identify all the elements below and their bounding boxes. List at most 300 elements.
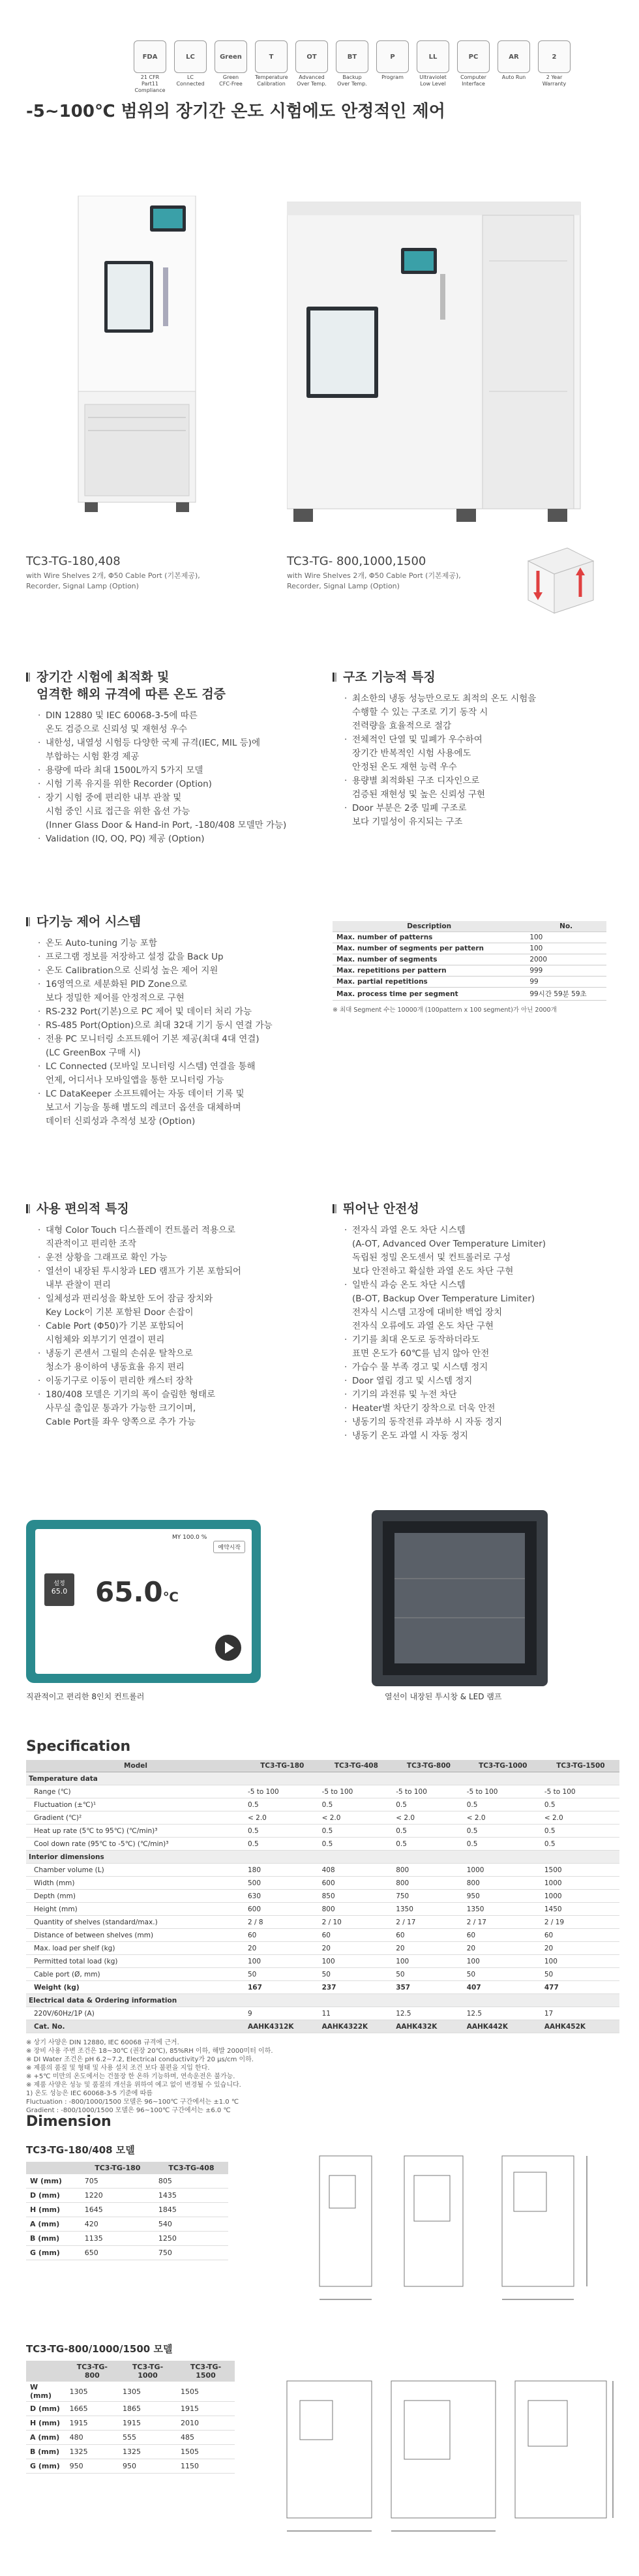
- table-cell: 17: [542, 2007, 619, 2020]
- table-cell: 0.5: [542, 1838, 619, 1851]
- list-item: · 가습수 물 부족 경고 및 시스템 정지: [344, 1361, 619, 1374]
- list-item: · 열선이 내장된 투시창과 LED 램프가 기본 포함되어 내부 관찰이 편리: [38, 1265, 320, 1292]
- dim1-title: TC3-TG-180/408 모델: [26, 2144, 135, 2156]
- table-cell: 1915: [66, 2416, 119, 2431]
- table-cell: < 2.0: [542, 1811, 619, 1825]
- table-cell: < 2.0: [245, 1811, 320, 1825]
- badge-icon: AR: [498, 40, 530, 73]
- table-cell: Max. number of patterns: [333, 932, 526, 943]
- table-cell: W (mm): [26, 2382, 66, 2402]
- list-item: · 용량별 최적화된 구조 디자인으로 검증된 재현성 및 높은 신뢰성 구현: [344, 774, 613, 802]
- table-cell: 20: [320, 1942, 394, 1955]
- table-cell: 2010: [177, 2416, 235, 2431]
- table-cell: 0.5: [393, 1798, 464, 1811]
- badge-icon: LC: [174, 40, 207, 73]
- sec1-list: [26, 709, 306, 846]
- table-cell: 1150: [177, 2459, 235, 2474]
- table-cell: 1645: [81, 2203, 155, 2217]
- list-item: · Validation (IQ, OQ, PQ) 제공 (Option): [38, 832, 306, 846]
- table-cell: 1350: [464, 1903, 542, 1916]
- table-cell: 1250: [155, 2232, 228, 2246]
- table-cell: 1665: [66, 2402, 119, 2416]
- badge-label: 21 CFR Part11 Compliance: [134, 74, 166, 93]
- list-item: · 대형 Color Touch 디스플레이 컨트롤러 적용으로 직관적이고 편리한 조작: [38, 1224, 320, 1251]
- list-item: · 용량에 따라 최대 1500L까지 5가지 모델: [38, 764, 306, 778]
- sec4-title: 사용 편의적 특징: [26, 1200, 320, 1217]
- section-structure: [333, 669, 613, 829]
- table-cell: 1135: [81, 2232, 155, 2246]
- dim1-table: [26, 2162, 228, 2260]
- row-label: Permitted total load (kg): [26, 1955, 245, 1968]
- table-cell: 850: [320, 1890, 394, 1903]
- sec2-title: 구조 기능적 특징: [333, 669, 613, 686]
- table-cell: 0.5: [542, 1825, 619, 1838]
- table-cell: 100: [526, 932, 606, 943]
- table-cell: 1505: [177, 2382, 235, 2402]
- table-cell: 477: [542, 1981, 619, 1994]
- table-cell: 950: [464, 1890, 542, 1903]
- list-item: · 내한성, 내열성 시험등 다양한 국제 규격(IEC, MIL 등)에 부합하는 시험 환경 제공: [38, 736, 306, 764]
- list-item: · 전자식 과열 온도 차단 시스템 (A-OT, Advanced Over Temperature Limiter) 독립된 정밀 온도센서 및 컨트롤러로 구성 보다 안전하고 확실한 과열 온도 차단 구현: [344, 1224, 619, 1279]
- table-cell: H (mm): [26, 2416, 66, 2431]
- list-item: · 운전 상황을 그래프로 확인 가능: [38, 1251, 320, 1265]
- table-cell: 950: [119, 2459, 177, 2474]
- table-cell: 1915: [177, 2402, 235, 2416]
- badge-label: 2 Year Warranty: [542, 74, 567, 87]
- table-row: [26, 1929, 619, 1942]
- list-item: · Door 부분은 2중 밀폐 구조로 보다 기밀성이 유지되는 구조: [344, 802, 613, 829]
- table-cell: 950: [66, 2459, 119, 2474]
- table-cell: Max. number of segments per pattern: [333, 943, 526, 954]
- table-cell: AAHK432K: [393, 2020, 464, 2033]
- section-long-term: [26, 669, 306, 846]
- pv-value: 65.0℃: [95, 1576, 179, 1608]
- table-row: [26, 1981, 619, 1994]
- list-item: · 일체성과 편리성을 확보한 도어 잠금 장치와 Key Lock이 기본 포함된 Door 손잡이: [38, 1292, 320, 1320]
- table-row: [26, 1916, 619, 1929]
- table-cell: 1450: [542, 1903, 619, 1916]
- table-cell: 50: [542, 1968, 619, 1981]
- table-cell: 407: [464, 1981, 542, 1994]
- group-header: Electrical data & Ordering information: [26, 1994, 619, 2007]
- row-label: Cat. No.: [26, 2020, 245, 2033]
- window-caption: 열선이 내장된 투시창 & LED 램프: [385, 1692, 502, 1701]
- table-cell: AAHK452K: [542, 2020, 619, 2033]
- badge-label: Green CFC-Free: [219, 74, 243, 87]
- spec-title: Specification: [26, 1738, 131, 1755]
- column-header: TC3-TG-180: [245, 1760, 320, 1772]
- sec4-list: [26, 1224, 320, 1429]
- table-cell: 2 / 10: [320, 1916, 394, 1929]
- table-cell: < 2.0: [320, 1811, 394, 1825]
- table-cell: D (mm): [26, 2189, 81, 2203]
- table-cell: Max. repetitions per pattern: [333, 965, 526, 977]
- badge: [295, 40, 328, 94]
- table-row: [26, 2459, 235, 2474]
- badge: [498, 40, 530, 94]
- table-cell: 1865: [119, 2402, 177, 2416]
- table-cell: 0.5: [245, 1825, 320, 1838]
- list-item: · LC Connected (모바일 모니터링 시스템) 연결을 통해 언제, 어디서나 모바일앱을 통한 모니터링 가능: [38, 1060, 320, 1087]
- play-button[interactable]: [215, 1635, 241, 1661]
- badge-icon: T: [255, 40, 288, 73]
- table-cell: 800: [393, 1864, 464, 1877]
- table-cell: -5 to 100: [542, 1785, 619, 1798]
- table-cell: 20: [393, 1942, 464, 1955]
- table-cell: 50: [464, 1968, 542, 1981]
- column-header: Model: [26, 1760, 245, 1772]
- table-cell: 100: [320, 1955, 394, 1968]
- program-note: ※ 최대 Segment 수는 10000개 (100pattern x 100 segment)가 아닌 2000개: [333, 1007, 557, 1014]
- table-cell: 0.5: [393, 1825, 464, 1838]
- table-row: [26, 1942, 619, 1955]
- list-item: · 온도 Auto-tuning 기능 포함: [38, 937, 320, 950]
- page-headline: -5~100℃ 범위의 장기간 온도 시험에도 안정적인 제어: [26, 102, 445, 121]
- table-row: [26, 1785, 619, 1798]
- table-cell: B (mm): [26, 2232, 81, 2246]
- airflow-diagram: [515, 541, 600, 620]
- table-row: [26, 2217, 228, 2232]
- table-cell: 2 / 8: [245, 1916, 320, 1929]
- badge: [376, 40, 409, 94]
- table-cell: 420: [81, 2217, 155, 2232]
- row-label: Depth (mm): [26, 1890, 245, 1903]
- table-cell: 12.5: [464, 2007, 542, 2020]
- table-row: [333, 977, 606, 988]
- badge-icon: 2: [538, 40, 571, 73]
- table-cell: 0.5: [464, 1798, 542, 1811]
- table-cell: 50: [245, 1968, 320, 1981]
- table-row: [26, 1851, 619, 1864]
- table-cell: 0.5: [320, 1798, 394, 1811]
- table-row: [26, 1825, 619, 1838]
- list-item: · 프로그램 정보를 저장하고 설정 값을 Back Up: [38, 950, 320, 964]
- table-cell: 167: [245, 1981, 320, 1994]
- table-cell: 750: [393, 1890, 464, 1903]
- table-cell: AAHK442K: [464, 2020, 542, 2033]
- dim2-title: TC3-TG-800/1000/1500 모델: [26, 2343, 173, 2355]
- spec-block: [26, 1738, 619, 2115]
- table-cell: 630: [245, 1890, 320, 1903]
- chamber-small-image: [59, 196, 215, 515]
- table-cell: 1000: [464, 1864, 542, 1877]
- table-cell: < 2.0: [464, 1811, 542, 1825]
- sv-box: [44, 1573, 74, 1606]
- table-cell: -5 to 100: [245, 1785, 320, 1798]
- table-row: [26, 2246, 228, 2260]
- column-header: No.: [526, 921, 606, 932]
- badge-icon: BT: [336, 40, 368, 73]
- badge: [215, 40, 247, 94]
- sec3-list: [26, 937, 320, 1129]
- table-row: [26, 1877, 619, 1890]
- table-row: [26, 1968, 619, 1981]
- table-cell: Max. number of segments: [333, 954, 526, 965]
- badge-icon: FDA: [134, 40, 166, 73]
- table-row: [26, 1811, 619, 1825]
- table-cell: 650: [81, 2246, 155, 2260]
- table-row: [26, 2020, 619, 2033]
- badge: [336, 40, 368, 94]
- badge-label: Backup Over Temp.: [337, 74, 367, 87]
- product2-name: TC3-TG- 800,1000,1500: [287, 554, 426, 568]
- column-header: TC3-TG-1500: [177, 2361, 235, 2382]
- table-cell: Max. process time per segment: [333, 988, 526, 1001]
- table-cell: 999: [526, 965, 606, 977]
- list-item: · Heater별 차단기 장착으로 더욱 안전: [344, 1402, 619, 1416]
- viewing-window-image: [368, 1507, 551, 1690]
- table-cell: 2000: [526, 954, 606, 965]
- spec-notes: ※ 상기 사양은 DIN 12880, IEC 60068 규격에 근거. ※ 장비 사용 주변 조건은 18~30℃ (권장 20℃), 85%RH 이하, 해발 2000미터 이하. ※ DI Water 조건은 pH 6.2~7.2, Electrical conductivity가 20 µs/cm 이하. ※ 제품의 품질 및 형태 및 사용 설치 조건 보다 불편을 지입 한다. ※ +5℃ 미만의 온도에서는 건물장 한 온하 기능하며, 연속운전은 불가능. ※ 제품 사양은 성능 및 품질의 개선을 위하여 예고 없이 변경될 수 있습니다. 1) 온도 성능은 IEC 60068-3-5 기준에 따름 Fluctuation : -800/1000/1500 모델은 96~100℃ 구간에서는 ±1.0 ℃ Gradient : -800/1000/1500 모델은 96~100℃ 구간에서는 ±6.0 ℃: [26, 2039, 273, 2114]
- table-cell: 600: [245, 1903, 320, 1916]
- table-cell: 1305: [119, 2382, 177, 2402]
- product2-desc: with Wire Shelves 2개, Φ50 Cable Port (기본제공), Recorder, Signal Lamp (Option): [287, 571, 461, 590]
- dim2-table: [26, 2361, 235, 2474]
- table-cell: 50: [320, 1968, 394, 1981]
- column-header: TC3-TG-1500: [542, 1760, 619, 1772]
- table-cell: 12.5: [393, 2007, 464, 2020]
- table-cell: H (mm): [26, 2203, 81, 2217]
- sec5-list: [333, 1224, 619, 1443]
- list-item: · LC DataKeeper 소프트웨어는 자동 데이터 기록 및 보고서 기능을 통해 별도의 레코더 옵션을 대체하며 데이터 신뢰성과 추적성 보장 (Option): [38, 1087, 320, 1129]
- table-cell: AAHK4322K: [320, 2020, 394, 2033]
- section-usability: [26, 1200, 320, 1429]
- table-cell: 800: [393, 1877, 464, 1890]
- table-cell: < 2.0: [393, 1811, 464, 1825]
- row-label: Height (mm): [26, 1903, 245, 1916]
- table-cell: 0.5: [320, 1838, 394, 1851]
- column-header: TC3-TG-800: [66, 2361, 119, 2382]
- program-table: [333, 921, 606, 1001]
- column-header: [26, 2361, 66, 2382]
- table-cell: 237: [320, 1981, 394, 1994]
- list-item: · 냉동기의 동작전류 과부하 시 자동 정지: [344, 1416, 619, 1429]
- badge: [457, 40, 490, 94]
- table-row: [26, 1798, 619, 1811]
- row-label: Fluctuation (±℃)¹: [26, 1798, 245, 1811]
- product1-caption: [26, 554, 248, 592]
- badge-label: Ultraviolet Low Level: [419, 74, 447, 87]
- table-cell: 480: [66, 2431, 119, 2445]
- sec3-title: 다기능 제어 시스템: [26, 913, 320, 930]
- dim1-block: [26, 2143, 228, 2260]
- badge: [417, 40, 449, 94]
- dimension-block: [26, 2114, 111, 2130]
- table-cell: 1845: [155, 2203, 228, 2217]
- sec2-list: [333, 692, 613, 829]
- table-cell: 1325: [119, 2445, 177, 2459]
- table-cell: 0.5: [542, 1798, 619, 1811]
- row-label: Width (mm): [26, 1877, 245, 1890]
- column-header: TC3-TG-180: [81, 2162, 155, 2174]
- list-item: · RS-485 Port(Option)으로 최대 32대 기기 동시 연결 가능: [38, 1019, 320, 1033]
- program-table-block: [333, 921, 619, 1014]
- table-cell: 0.5: [245, 1838, 320, 1851]
- table-cell: 750: [155, 2246, 228, 2260]
- list-item: · 16영역으로 세분화된 PID Zone으로 보다 정밀한 제어를 안정적으로 구현: [38, 978, 320, 1005]
- list-item: · 최소한의 냉동 성능만으로도 최적의 온도 시험을 수행할 수 있는 구조로 기기 동작 시 전력량을 효율적으로 절감: [344, 692, 613, 733]
- list-item: · 기기를 최대 온도로 동작하더라도 표면 온도가 60℃를 넘지 않아 안전: [344, 1333, 619, 1361]
- table-cell: 800: [320, 1903, 394, 1916]
- table-cell: 100: [464, 1955, 542, 1968]
- table-cell: 20: [245, 1942, 320, 1955]
- table-cell: B (mm): [26, 2445, 66, 2459]
- list-item: · 일반식 과승 온도 차단 시스템 (B-OT, Backup Over Temperature Limiter) 전자식 시스템 고장에 대비한 백업 장치 전자식 오류에도 과열 온도 차단 구현: [344, 1279, 619, 1333]
- row-label: Quantity of shelves (standard/max.): [26, 1916, 245, 1929]
- table-cell: 1220: [81, 2189, 155, 2203]
- badge-label: Program: [381, 74, 404, 80]
- spec-table: [26, 1760, 619, 2033]
- dim2-block: [26, 2342, 235, 2474]
- table-cell: 9: [245, 2007, 320, 2020]
- table-cell: 408: [320, 1864, 394, 1877]
- table-row: [26, 1890, 619, 1903]
- badge-label: Temperature Calibration: [255, 74, 288, 87]
- table-cell: D (mm): [26, 2402, 66, 2416]
- table-row: [26, 2382, 235, 2402]
- table-cell: 805: [155, 2174, 228, 2189]
- controller-screen: [26, 1520, 261, 1683]
- table-cell: 540: [155, 2217, 228, 2232]
- list-item: · Cable Port (Φ50)가 기본 포함되어 시험체와 외부기기 연결이 편리: [38, 1320, 320, 1347]
- controller-caption: 직관적이고 편리한 8인치 컨트롤러: [26, 1692, 145, 1701]
- table-cell: 100: [393, 1955, 464, 1968]
- badge-icon: P: [376, 40, 409, 73]
- badge: [255, 40, 288, 94]
- column-header: TC3-TG-408: [320, 1760, 394, 1772]
- list-item: · 180/408 모델은 기기의 폭이 슬림한 형태로 사무실 출입문 통과가 가능한 크기이며, Cable Port를 좌우 양쪽으로 추가 가능: [38, 1388, 320, 1429]
- table-row: [26, 2189, 228, 2203]
- table-cell: 1000: [542, 1890, 619, 1903]
- feature-badges: [134, 40, 571, 94]
- table-cell: 555: [119, 2431, 177, 2445]
- table-row: [26, 2232, 228, 2246]
- table-cell: 20: [464, 1942, 542, 1955]
- row-label: Max. load per shelf (kg): [26, 1942, 245, 1955]
- row-label: Heat up rate (5℃ to 95℃) (℃/min)³: [26, 1825, 245, 1838]
- table-cell: 100: [542, 1955, 619, 1968]
- section-control: [26, 913, 320, 1129]
- sv-value: 65.0: [51, 1587, 68, 1596]
- table-row: [26, 2431, 235, 2445]
- row-label: 220V/60Hz/1P (A): [26, 2007, 245, 2020]
- table-cell: G (mm): [26, 2459, 66, 2474]
- table-row: [26, 1772, 619, 1785]
- table-cell: 99시간 59분 59초: [526, 988, 606, 1001]
- chamber-large-image: [287, 196, 593, 528]
- table-cell: -5 to 100: [464, 1785, 542, 1798]
- column-header: TC3-TG-800: [393, 1760, 464, 1772]
- table-row: [26, 2203, 228, 2217]
- badge: [174, 40, 207, 94]
- table-cell: -5 to 100: [393, 1785, 464, 1798]
- badge-icon: Green: [215, 40, 247, 73]
- list-item: · 이동기구로 이동이 편리한 캐스터 장착: [38, 1374, 320, 1388]
- table-cell: 357: [393, 1981, 464, 1994]
- table-cell: 100: [526, 943, 606, 954]
- table-cell: 180: [245, 1864, 320, 1877]
- badge-label: Advanced Over Temp.: [297, 74, 327, 87]
- table-cell: 60: [464, 1929, 542, 1942]
- table-cell: -5 to 100: [320, 1785, 394, 1798]
- table-row: [26, 1838, 619, 1851]
- table-cell: Max. partial repetitions: [333, 977, 526, 988]
- table-cell: 50: [393, 1968, 464, 1981]
- table-cell: 0.5: [393, 1838, 464, 1851]
- badge-icon: OT: [295, 40, 328, 73]
- list-item: · 온도 Calibration으로 신뢰성 높은 제어 지원: [38, 964, 320, 978]
- list-item: · 장기 시험 중에 편리한 내부 관찰 및 시험 중인 시료 접근을 위한 옵션 가능 (Inner Glass Door & Hand-in Port, -180/408 모델만 가능): [38, 791, 306, 832]
- table-cell: 1325: [66, 2445, 119, 2459]
- badge-label: LC Connected: [176, 74, 205, 87]
- table-cell: 1505: [177, 2445, 235, 2459]
- table-cell: 1000: [542, 1877, 619, 1890]
- list-item: · 전체적인 단열 및 밀폐가 우수하여 장기간 반복적인 시험 사용에도 안정된 온도 재현 능력 우수: [344, 733, 613, 774]
- column-header: TC3-TG-1000: [464, 1760, 542, 1772]
- screen-model: MY 100.0 %: [172, 1534, 207, 1541]
- table-cell: 500: [245, 1877, 320, 1890]
- list-item: · Door 열림 경고 및 시스템 정지: [344, 1374, 619, 1388]
- table-row: [26, 1903, 619, 1916]
- table-cell: 2 / 17: [464, 1916, 542, 1929]
- table-row: [333, 943, 606, 954]
- badge-icon: LL: [417, 40, 449, 73]
- table-row: [26, 2007, 619, 2020]
- product1-desc: with Wire Shelves 2개, Φ50 Cable Port (기본제공), Recorder, Signal Lamp (Option): [26, 571, 200, 590]
- list-item: · 시험 기록 유지를 위한 Recorder (Option): [38, 778, 306, 791]
- table-cell: 705: [81, 2174, 155, 2189]
- table-cell: 1915: [119, 2416, 177, 2431]
- list-item: · RS-232 Port(기본)으로 PC 제어 및 데이터 처리 가능: [38, 1005, 320, 1019]
- row-label: Cool down rate (95℃ to -5℃) (℃/min)³: [26, 1838, 245, 1851]
- row-label: Range (℃): [26, 1785, 245, 1798]
- row-label: Chamber volume (L): [26, 1864, 245, 1877]
- table-cell: 485: [177, 2431, 235, 2445]
- column-header: TC3-TG-1000: [119, 2361, 177, 2382]
- badge: [134, 40, 166, 94]
- table-row: [333, 988, 606, 1001]
- list-item: · 기기의 과전류 및 누전 차단: [344, 1388, 619, 1402]
- table-row: [26, 2416, 235, 2431]
- table-cell: 1500: [542, 1864, 619, 1877]
- section-safety: [333, 1200, 619, 1443]
- row-label: Distance of between shelves (mm): [26, 1929, 245, 1942]
- dimension-drawing-small: [306, 2143, 613, 2312]
- row-label: Cable port (Ø, mm): [26, 1968, 245, 1981]
- table-row: [333, 932, 606, 943]
- product2-caption: [287, 554, 509, 592]
- column-header: TC3-TG-408: [155, 2162, 228, 2174]
- table-row: [26, 2402, 235, 2416]
- row-label: Gradient (℃)²: [26, 1811, 245, 1825]
- table-row: [333, 954, 606, 965]
- table-row: [26, 1864, 619, 1877]
- dimension-title: Dimension: [26, 2114, 111, 2130]
- table-cell: 1350: [393, 1903, 464, 1916]
- table-cell: G (mm): [26, 2246, 81, 2260]
- screen-start-button[interactable]: 예약시작: [213, 1541, 245, 1553]
- table-cell: 1305: [66, 2382, 119, 2402]
- dimension-drawing-large: [274, 2361, 619, 2544]
- table-cell: A (mm): [26, 2217, 81, 2232]
- table-cell: 60: [393, 1929, 464, 1942]
- table-cell: 100: [245, 1955, 320, 1968]
- column-header: [26, 2162, 81, 2174]
- table-cell: 0.5: [464, 1825, 542, 1838]
- table-row: [26, 1994, 619, 2007]
- table-cell: 60: [245, 1929, 320, 1942]
- badge: [538, 40, 571, 94]
